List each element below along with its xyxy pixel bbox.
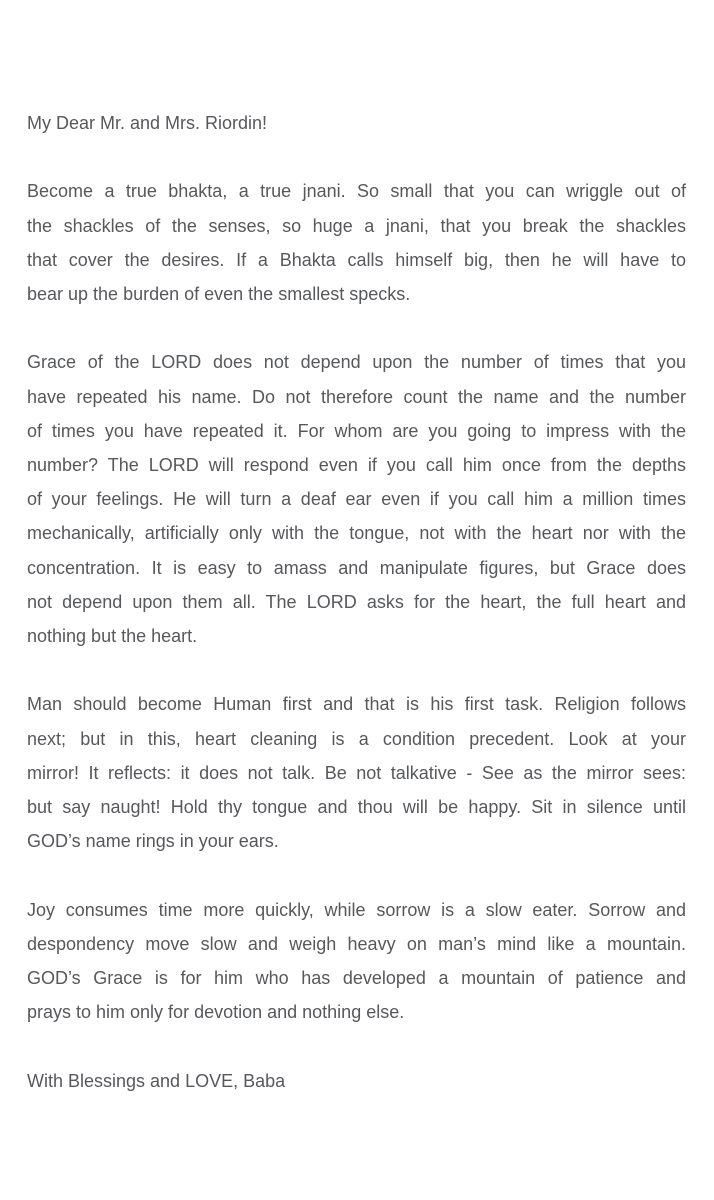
paragraph-line: bear up the burden of even the smallest specks. <box>27 284 411 304</box>
paragraph-line: Joy consumes time more quickly, while sorrow is a slow eater. Sorrow and <box>27 899 686 920</box>
paragraph-line: mechanically, artificially only with the tongue, not with the heart nor with the <box>27 523 686 544</box>
paragraph-line: have repeated his name. Do not therefore count the name and the number <box>27 386 686 407</box>
paragraph-line: GOD’s Grace is for him who has developed a mountain of patience and <box>27 968 686 989</box>
paragraph-line: Man should become Human first and that is his first task. Religion follows <box>27 694 686 715</box>
paragraph-line: not depend upon them all. The LORD asks for the heart, the full heart and <box>27 591 686 612</box>
paragraph-line: number? The LORD will respond even if you call him once from the depths <box>27 455 686 475</box>
letter-body <box>27 174 686 1029</box>
paragraph-line: mirror! It reflects: it does not talk. Be not talkative - See as the mirror sees: <box>27 762 686 783</box>
paragraph-line: prays to him only for devotion and nothing else. <box>27 1002 405 1023</box>
paragraph-line: GOD’s name rings in your ears. <box>27 831 279 852</box>
letter-greeting: My Dear Mr. and Mrs. Riordin! <box>27 113 268 133</box>
paragraph-line: nothing but the heart. <box>27 626 198 647</box>
paragraph-line: of your feelings. He will turn a deaf ear even if you call him a million times <box>27 489 686 510</box>
paragraph <box>27 174 686 311</box>
paragraph-line: despondency move slow and weigh heavy on man’s mind like a mountain. <box>27 933 686 954</box>
paragraph <box>27 687 686 858</box>
paragraph-line: that cover the desires. If a Bhakta calls himself big, then he will have to <box>27 249 686 270</box>
paragraph-line: of times you have repeated it. For whom are you going to impress with the <box>27 420 686 441</box>
paragraph-line: Become a true bhakta, a true jnani. So small that you can wriggle out of <box>27 181 686 202</box>
paragraph <box>27 345 686 653</box>
paragraph-line: concentration. It is easy to amass and manipulate figures, but Grace does <box>27 557 686 578</box>
paragraph-line: but say naught! Hold thy tongue and thou will be happy. Sit in silence until <box>27 797 686 818</box>
letter-closing: With Blessings and LOVE, Baba <box>27 1070 286 1091</box>
paragraph <box>27 893 686 1030</box>
paragraph-line: the shackles of the senses, so huge a jnani, that you break the shackles <box>27 215 686 236</box>
paragraph-line: next; but in this, heart cleaning is a condition precedent. Look at your <box>27 728 686 749</box>
paragraph-line: Grace of the LORD does not depend upon the number of times that you <box>27 352 686 373</box>
